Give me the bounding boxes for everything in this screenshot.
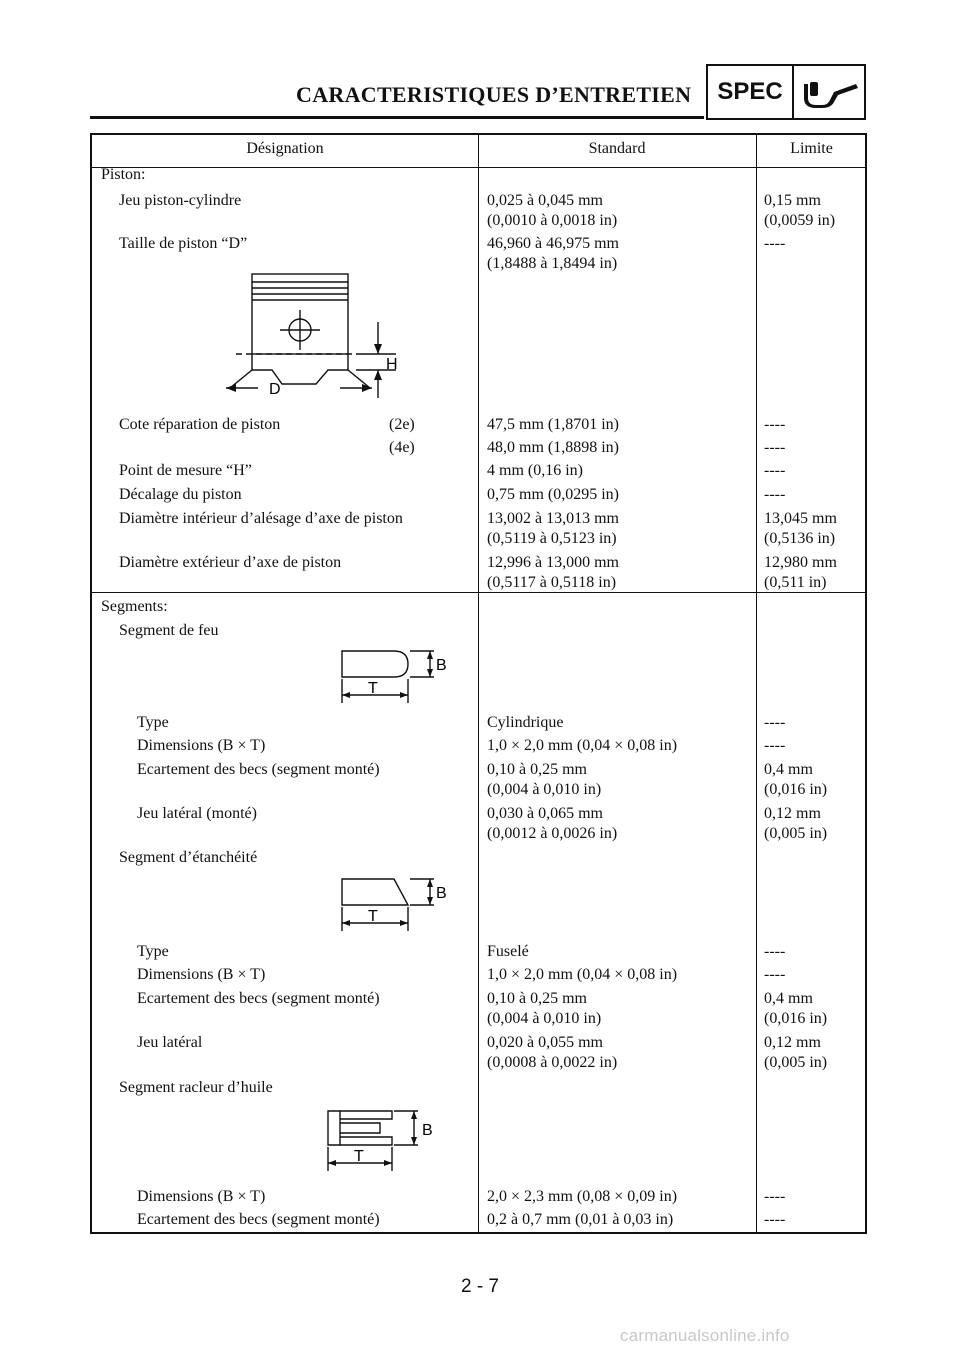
limit-value: (0,5136 in) [764,530,836,547]
limit-value: 0,12 mm [764,1034,821,1051]
limit-value: (0,016 in) [764,1010,828,1027]
limit-value: 13,045 mm [764,510,837,527]
page-title: CARACTERISTIQUES D’ENTRETIEN [296,82,692,107]
standard-value: 48,0 mm (1,8898 in) [487,439,619,456]
column-divider [756,135,757,1232]
limit-value: (0,016 in) [764,781,828,798]
standard-value: (0,004 à 0,010 in) [487,781,602,798]
standard-value: 46,960 à 46,975 mm [487,235,619,252]
standard-value: 0,10 à 0,25 mm [487,761,587,778]
standard-value: 13,002 à 13,013 mm [487,510,619,527]
oil-ring-diagram [322,1105,452,1175]
column-header-standard: Standard [588,140,646,157]
row-label: Ecartement des becs (segment monté) [137,761,380,778]
row-label: Type [137,943,169,960]
standard-value: 0,025 à 0,045 mm [487,192,603,209]
spec-label: SPEC [708,66,794,118]
column-divider [478,135,479,1232]
limit-value: ---- [764,235,786,252]
standard-value: (0,5119 à 0,5123 in) [487,530,617,547]
limit-value: 0,12 mm [764,805,821,822]
row-label: Dimensions (B × T) [137,737,266,754]
standard-value: 0,030 à 0,065 mm [487,805,603,822]
standard-value: 47,5 mm (1,8701 in) [487,416,619,433]
row-label: Point de mesure “H” [119,462,252,479]
standard-value: (0,5117 à 0,5118 in) [487,574,617,591]
standard-value: 0,2 à 0,7 mm (0,01 à 0,03 in) [487,1211,674,1228]
header-rule [90,116,704,119]
diagram-label-h: H [386,356,398,373]
limit-value: 0,4 mm [764,761,813,778]
row-label: Jeu piston-cylindre [119,192,242,209]
row-label: Diamètre extérieur d’axe de piston [119,554,342,571]
limit-value: ---- [764,486,786,503]
standard-value: 2,0 × 2,3 mm (0,08 × 0,09 in) [487,1188,678,1205]
top-ring-diagram [336,645,456,705]
row-label: Jeu latéral [137,1034,203,1051]
subsection-title: Segment racleur d’huile [119,1079,273,1096]
watermark: carmanualsonline.info [620,1326,790,1345]
diagram-label-d: D [269,381,281,398]
section-divider [92,592,865,593]
standard-value: (1,8488 à 1,8494 in) [487,255,618,272]
standard-value: Cylindrique [487,714,564,731]
limit-value: ---- [764,943,786,960]
limit-value: ---- [764,966,786,983]
row-label: Jeu latéral (monté) [137,805,257,822]
standard-value: 0,020 à 0,055 mm [487,1034,603,1051]
standard-value: Fuselé [487,943,529,960]
standard-value: 0,75 mm (0,0295 in) [487,486,619,503]
row-sublabel: (4e) [389,439,415,456]
limit-value: ---- [764,737,786,754]
standard-value: (0,0012 à 0,0026 in) [487,825,618,842]
second-ring-diagram [336,873,456,933]
column-header-designation: Désignation [246,140,324,157]
row-label: Taille de piston “D” [119,235,248,252]
standard-value: (0,0010 à 0,0018 in) [487,212,618,229]
diagram-label-b: B [436,885,447,902]
standard-value: 1,0 × 2,0 mm (0,04 × 0,08 in) [487,966,678,983]
header-divider [92,167,865,168]
subsection-title: Segment d’étanchéité [119,849,258,866]
spec-badge [706,64,866,120]
page-number: 2 - 7 [460,1276,500,1297]
standard-value: 1,0 × 2,0 mm (0,04 × 0,08 in) [487,737,678,754]
row-sublabel: (2e) [389,416,415,433]
limit-value: (0,005 in) [764,1054,828,1071]
limit-value: ---- [764,416,786,433]
section-heading-rings: Segments: [101,598,168,615]
limit-value: ---- [764,1211,786,1228]
section-heading-piston: Piston: [101,166,146,183]
piston-diagram [220,270,420,400]
standard-value: 12,996 à 13,000 mm [487,554,619,571]
wrench-icon [804,78,860,108]
row-label: Cote réparation de piston [119,416,281,433]
subsection-title: Segment de feu [119,622,219,639]
limit-value: ---- [764,1188,786,1205]
diagram-label-b: B [422,1122,433,1139]
limit-value: (0,005 in) [764,825,828,842]
standard-value: (0,0008 à 0,0022 in) [487,1054,618,1071]
limit-value: (0,511 in) [764,574,827,591]
row-label: Diamètre intérieur d’alésage d’axe de piston [119,510,403,527]
diagram-label-t: T [354,1148,364,1165]
limit-value: ---- [764,462,786,479]
row-label: Type [137,714,169,731]
diagram-label-t: T [368,908,378,925]
column-header-limit: Limite [790,140,833,157]
standard-value: 4 mm (0,16 in) [487,462,583,479]
row-label: Ecartement des becs (segment monté) [137,990,380,1007]
limit-value: 0,4 mm [764,990,813,1007]
row-label: Ecartement des becs (segment monté) [137,1211,380,1228]
row-label: Décalage du piston [119,486,242,503]
standard-value: 0,10 à 0,25 mm [487,990,587,1007]
limit-value: 12,980 mm [764,554,837,571]
limit-value: (0,0059 in) [764,212,836,229]
diagram-label-t: T [368,680,378,697]
limit-value: ---- [764,714,786,731]
row-label: Dimensions (B × T) [137,966,266,983]
standard-value: (0,004 à 0,010 in) [487,1010,602,1027]
limit-value: 0,15 mm [764,192,821,209]
diagram-label-b: B [436,657,447,674]
limit-value: ---- [764,439,786,456]
spec-table [90,133,867,1234]
row-label: Dimensions (B × T) [137,1188,266,1205]
